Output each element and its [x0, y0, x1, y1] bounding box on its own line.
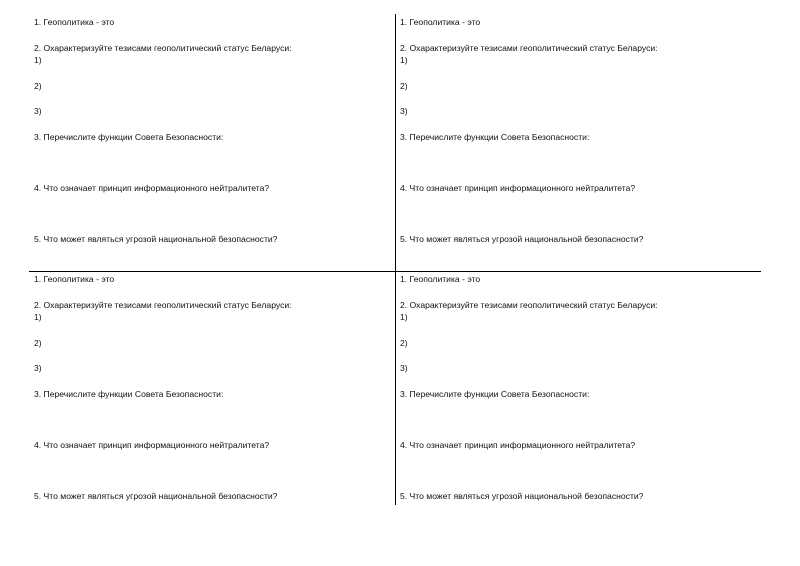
- worksheet-quadrant-bottom-left: [34, 274, 389, 524]
- horizontal-cut-line: [29, 271, 761, 272]
- answer-item-1: 1): [34, 312, 42, 322]
- answer-item-1: 1): [400, 312, 408, 322]
- answer-item-1: 1): [400, 55, 408, 65]
- question-3: 3. Перечислите функции Совета Безопасности:: [34, 389, 224, 399]
- question-2: 2. Охарактеризуйте тезисами геополитический статус Беларуси:: [400, 300, 658, 310]
- question-5: 5. Что может являться угрозой национальной безопасности?: [400, 491, 644, 501]
- question-4: 4. Что означает принцип информационного нейтралитета?: [34, 183, 270, 193]
- question-2: 2. Охарактеризуйте тезисами геополитический статус Беларуси:: [34, 300, 292, 310]
- question-2: 2. Охарактеризуйте тезисами геополитический статус Беларуси:: [400, 43, 658, 53]
- question-1: 1. Геополитика - это: [400, 17, 481, 27]
- question-5: 5. Что может являться угрозой национальной безопасности?: [400, 234, 644, 244]
- worksheet-quadrant-bottom-right: [400, 274, 755, 524]
- question-3: 3. Перечислите функции Совета Безопасности:: [400, 389, 590, 399]
- question-4: 4. Что означает принцип информационного нейтралитета?: [400, 183, 636, 193]
- answer-item-1: 1): [34, 55, 42, 65]
- question-3: 3. Перечислите функции Совета Безопасности:: [400, 132, 590, 142]
- answer-item-2: 2): [34, 338, 42, 348]
- question-1: 1. Геополитика - это: [34, 17, 115, 27]
- question-5: 5. Что может являться угрозой национальной безопасности?: [34, 491, 278, 501]
- question-4: 4. Что означает принцип информационного нейтралитета?: [400, 440, 636, 450]
- answer-item-2: 2): [400, 338, 408, 348]
- answer-item-3: 3): [400, 106, 408, 116]
- answer-item-2: 2): [34, 81, 42, 91]
- worksheet-quadrant-top-right: [400, 17, 755, 267]
- question-2: 2. Охарактеризуйте тезисами геополитический статус Беларуси:: [34, 43, 292, 53]
- question-1: 1. Геополитика - это: [400, 274, 481, 284]
- answer-item-3: 3): [400, 363, 408, 373]
- answer-item-3: 3): [34, 106, 42, 116]
- question-5: 5. Что может являться угрозой национальной безопасности?: [34, 234, 278, 244]
- vertical-cut-line: [395, 14, 396, 505]
- worksheet-quadrant-top-left: [34, 17, 389, 267]
- question-1: 1. Геополитика - это: [34, 274, 115, 284]
- question-3: 3. Перечислите функции Совета Безопасности:: [34, 132, 224, 142]
- answer-item-2: 2): [400, 81, 408, 91]
- question-4: 4. Что означает принцип информационного нейтралитета?: [34, 440, 270, 450]
- answer-item-3: 3): [34, 363, 42, 373]
